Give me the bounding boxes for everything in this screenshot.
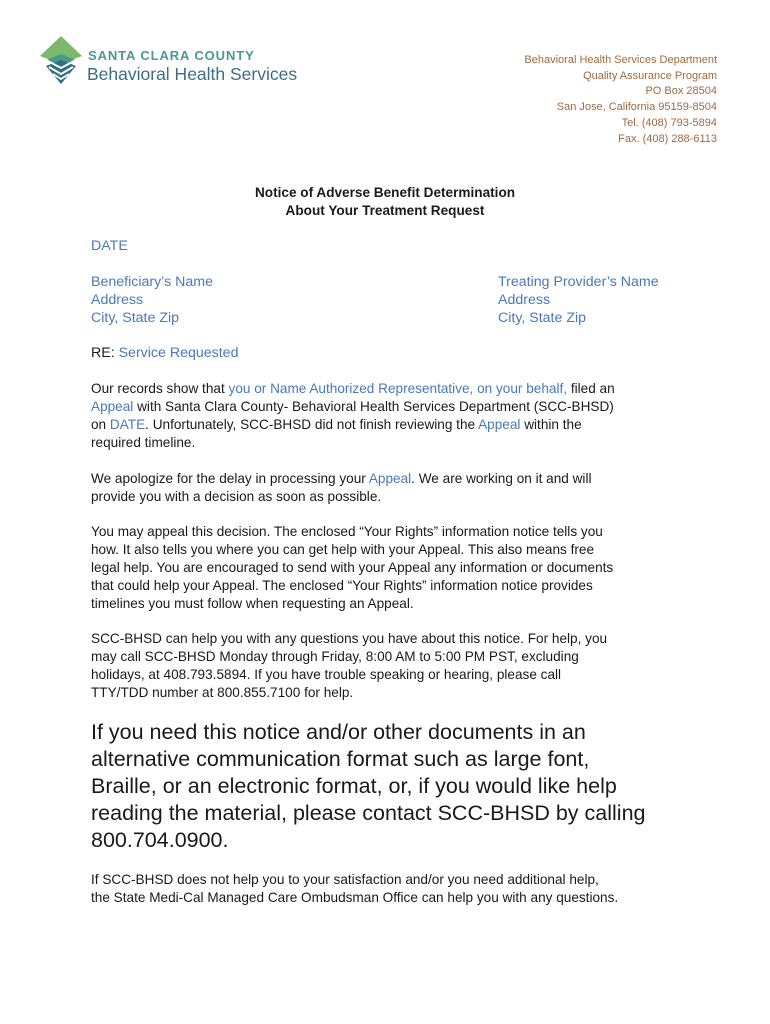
p1-text: on — [91, 417, 110, 432]
p1-text: with Santa Clara County- Behavioral Health Services Department (SCC-BHSD) — [133, 399, 614, 414]
title-line-1: Notice of Adverse Benefit Determination — [254, 185, 516, 200]
large-notice-phone: 800.704.0900. — [91, 828, 229, 852]
logo-department-name: Behavioral Health Services — [87, 64, 298, 84]
dept-line: San Jose, California 95159-8504 — [556, 101, 717, 114]
re-service: Service Requested — [118, 345, 239, 361]
large-notice-line: reading the material, please contact SCC-BHSD by calling — [91, 801, 646, 825]
large-notice-line: If you need this notice and/or other documents in an — [91, 720, 586, 744]
dept-fax: Fax. (408) 288-6113 — [618, 132, 717, 145]
large-notice-line: alternative communication format such as large font, — [91, 747, 590, 771]
date-placeholder: DATE — [91, 238, 128, 254]
p2-text: provide you with a decision as soon as possible. — [91, 489, 382, 504]
alternative-format-notice — [91, 719, 731, 854]
provider-name: Treating Provider’s Name — [498, 274, 659, 290]
p1-appeal: Appeal — [478, 417, 521, 432]
p4-line: SCC-BHSD can help you with any questions you have about this notice. For help, you — [91, 631, 608, 646]
re-label: RE: — [91, 345, 119, 361]
p4-line: may call SCC-BHSD Monday through Friday, 8:00 AM to 5:00 PM PST, excluding — [91, 649, 579, 664]
beneficiary-city: City, State Zip — [91, 310, 180, 326]
paragraph-help-contact — [91, 630, 691, 702]
dept-line: Behavioral Health Services Department — [524, 54, 717, 66]
beneficiary-name: Beneficiary’s Name — [91, 274, 213, 290]
paragraph-records — [91, 380, 691, 452]
dept-line: Quality Assurance Program — [583, 69, 717, 82]
notice-title — [0, 184, 770, 220]
p1-text: Our records show that — [91, 381, 229, 396]
p5-line: If SCC-BHSD does not help you to your satisfaction and/or you need additional help, — [91, 872, 599, 887]
dept-phone: Tel. (408) 793-5894 — [621, 116, 717, 129]
diamond-logo-icon — [38, 34, 84, 86]
paragraph-apology — [91, 470, 691, 506]
dept-line: PO Box 28504 — [645, 85, 717, 98]
p1-text: filed an — [567, 381, 615, 396]
p1-representative: you or Name Authorized Representative, on your behalf, — [228, 381, 568, 396]
p1-appeal: Appeal — [91, 399, 134, 414]
p4-line: TTY/TDD number at 800.855.7100 for help. — [91, 685, 354, 700]
re-line — [91, 344, 691, 362]
title-line-2: About Your Treatment Request — [285, 203, 485, 218]
county-logo — [38, 34, 298, 86]
p1-text: . Unfortunately, SCC-BHSD did not finish reviewing the — [145, 417, 479, 432]
p1-text: required timeline. — [91, 435, 196, 450]
provider-street: Address — [498, 292, 551, 308]
p2-appeal: Appeal — [368, 471, 412, 486]
p3-line: how. It also tells you where you can get help with your Appeal. This also means free — [91, 542, 595, 557]
p5-line: the State Medi-Cal Managed Care Ombudsman Office can help you with any questions. — [91, 890, 619, 905]
p2-text: . We are working on it and will — [411, 471, 592, 486]
provider-address — [498, 273, 659, 327]
logo-county-name: SANTA CLARA COUNTY — [88, 48, 255, 63]
paragraph-ombudsman — [91, 871, 691, 907]
p1-text: within the — [520, 417, 582, 432]
large-notice-line: Braille, or an electronic format, or, if you would like help — [91, 774, 617, 798]
p3-line: You may appeal this decision. The enclosed “Your Rights” information notice tells you — [91, 524, 603, 539]
p4-line: holidays, at 408.793.5894. If you have trouble speaking or hearing, please call — [91, 667, 562, 682]
p2-text: We apologize for the delay in processing your — [91, 471, 369, 486]
p3-line: that could help your Appeal. The enclosed “Your Rights” information notice provides — [91, 578, 593, 593]
beneficiary-address — [91, 273, 213, 327]
p3-line: timelines you must follow when requesting an Appeal. — [91, 596, 414, 611]
beneficiary-street: Address — [91, 292, 144, 308]
provider-city: City, State Zip — [498, 310, 587, 326]
p1-date: DATE — [109, 417, 146, 432]
department-address-block — [524, 53, 717, 147]
paragraph-appeal-rights — [91, 523, 691, 613]
p3-line: legal help. You are encouraged to send with your Appeal any information or documents — [91, 560, 614, 575]
